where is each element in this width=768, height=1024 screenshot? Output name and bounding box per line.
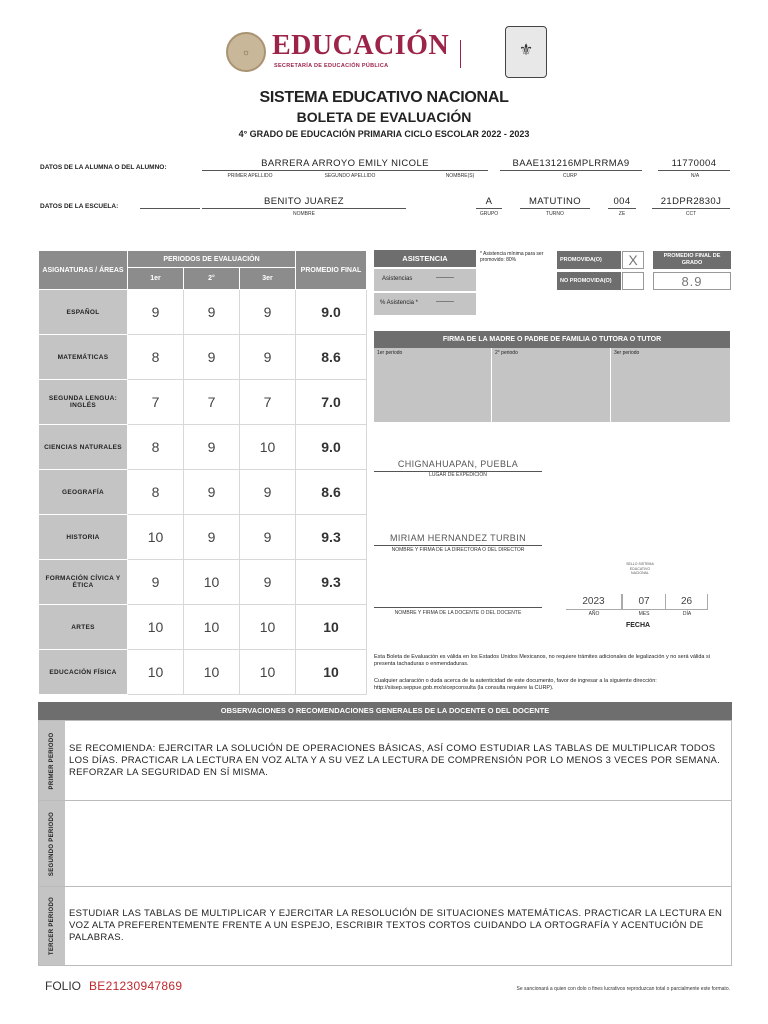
attendance-percent-value: ——— [436,299,454,305]
page-title: SISTEMA EDUCATIVO NACIONAL [259,89,509,106]
sub-label: CURP [562,173,578,179]
grade-cell: 10 [128,650,184,695]
school-name: BENITO JUAREZ [202,196,406,209]
grade-cell: 9 [128,290,184,335]
period-header: 1er [128,268,184,290]
school-label-line [140,208,200,209]
grade-cell: 8 [128,470,184,515]
school-label: DATOS DE LA ESCUELA: [40,203,119,210]
folio-label: FOLIO [45,979,82,993]
place-of-issue: CHIGNAHUAPAN, PUEBLA [374,459,542,472]
col-periods-header: PERIODOS DE EVALUACIÓN [128,251,296,268]
subject-name: ESPAÑOL [39,290,128,335]
grade-cell: 10 [240,425,296,470]
subject-name: ARTES [39,605,128,650]
period-label-text: SEGUNDO PERIODO [49,811,55,876]
director-name: MIRIAM HERNANDEZ TURBIN [374,533,542,546]
col-avg-header: PROMEDIO FINAL [296,251,367,290]
sub-label: SEGUNDO APELLIDO [324,173,376,179]
teacher-signature-line [374,607,542,608]
sub-label: ZE [618,211,626,217]
school-cct: 21DPR2830J [652,196,730,209]
table-row [39,515,367,560]
header-divider [460,40,461,68]
table-row [39,560,367,605]
sub-label: NOMBRE(S) [445,173,475,179]
folio-number: BE21230947869 [89,979,183,993]
sub-label: N/A [690,173,700,179]
grade-cell: 9 [240,560,296,605]
not-promoted-label: NO PROMOVIDA(O) [557,272,621,290]
attendance-value: ——— [436,275,454,281]
grades-table [38,250,367,695]
observation-period-1 [38,720,732,801]
grade-cell: 9 [240,290,296,335]
period-label-text: TERCER PERIODO [49,896,55,956]
observation-period-2 [38,801,732,887]
average-cell: 8.6 [296,470,367,515]
period-side-label [39,887,65,965]
grade-cell: 9 [184,425,240,470]
sep-seal-logo: ☼ [226,32,266,72]
grade-cell: 9 [184,515,240,560]
period-header: 2° [184,268,240,290]
attendance-note: * Asistencia mínima para ser promovido: 80% [480,251,544,263]
state-seal-logo: ⚜ [505,26,547,78]
page-subtitle: BOLETA DE EVALUACIÓN [296,109,472,125]
date-year: 2023 [566,594,622,610]
table-row [39,605,367,650]
subject-name: FORMACIÓN CÍVICA Y ÉTICA [39,560,128,605]
grade-cell: 9 [128,560,184,605]
grade-cell: 8 [128,425,184,470]
subject-name: CIENCIAS NATURALES [39,425,128,470]
student-name: BARRERA ARROYO EMILY NICOLE [202,158,488,171]
grade-cell: 10 [184,605,240,650]
grade-cell: 7 [128,380,184,425]
average-cell: 10 [296,650,367,695]
not-promoted-mark [622,272,644,290]
attendance-header: ASISTENCIA [374,250,476,267]
table-row [39,650,367,695]
table-row [39,380,367,425]
subject-name: GEOGRAFÍA [39,470,128,515]
grade-cell: 9 [184,290,240,335]
official-stamp: SELLO SISTEMA EDUCATIVO NACIONAL [626,562,654,575]
place-label: LUGAR DE EXPEDICIÓN [429,472,487,478]
grade-cell: 10 [128,605,184,650]
observation-period-3 [38,887,732,966]
date-day: 26 [666,594,708,610]
table-row [39,470,367,515]
observations-header: OBSERVACIONES O RECOMENDACIONES GENERALES DE LA DOCENTE O DEL DOCENTE [38,702,732,720]
grade-cell: 10 [240,650,296,695]
promoted-label: PROMOVIDA(O) [557,251,621,269]
average-cell: 10 [296,605,367,650]
brand-subtitle: SECRETARÍA DE EDUCACIÓN PÚBLICA [274,63,389,69]
school-shift: MATUTINO [520,196,590,209]
grade-cell: 9 [240,470,296,515]
date-month-label: MES [638,611,650,617]
observation-text: ESTUDIAR LAS TABLAS DE MULTIPLICAR Y EJERCITAR LA RESOLUCIÓN DE SITUACIONES MATEMÁTICAS. PRACTICAR LA LECTURA EN VOZ ALTA PREFERENTEMENTE FRENTE A UN ESPEJO, ESCRIBIR TEXTOS CORTOS CUIDANDO LA ORTOGRAFÍA Y ACENTUCIÓN DE PALABRAS. [69,908,723,943]
grade-cell: 7 [240,380,296,425]
student-id: 11770004 [658,158,730,171]
grade-cell: 9 [184,335,240,380]
verification-notice: Cualquier aclaración o duda acerca de la autenticidad de este documento, favor de ingresar a la siguiente dirección: http://siisep.seppue.gob.mx/sicepconsulta (la consulta requiere la CURP). [374,678,657,691]
validity-notice: Esta Boleta de Evaluación es válida en los Estados Unidos Mexicanos, no requiere trámites adicionales de legalización y no será válida si presenta tachaduras o enmendaduras. [374,654,710,667]
col-subject-header: ASIGNATURAS / ÁREAS [39,251,128,290]
school-group: A [476,196,502,209]
grade-cell: 8 [128,335,184,380]
period-side-label [39,721,65,800]
teacher-label: NOMBRE Y FIRMA DE LA DOCENTE O DEL DOCENTE [394,610,522,616]
date-month: 07 [622,594,666,610]
average-cell: 9.0 [296,425,367,470]
sub-label: PRIMER APELLIDO [227,173,273,179]
period-label-text: PRIMER PERIODO [49,732,55,789]
director-label: NOMBRE Y FIRMA DE LA DIRECTORA O DEL DIRECTOR [391,547,525,553]
promoted-mark: X [622,251,644,269]
sub-label: TURNO [546,211,564,217]
final-grade-header: PROMEDIO FINAL DE GRADO [653,251,731,269]
observation-text: SE RECOMIENDA: EJERCITAR LA SOLUCIÓN DE OPERACIONES BÁSICAS, ASÍ COMO ESTUDIAR LAS TABLAS DE MULTIPLICAR TODOS LOS DÍAS. PRACTICAR LA LECTURA EN VOZ ALTA Y A SU VEZ LA LECTURA DE COMPRENSIÓN POR LO MENOS 3 VECES POR SEMANA. REFORZAR LA SEGURIDAD EN SÍ MISMA. [69,743,721,778]
parent-signature-header: FIRMA DE LA MADRE O PADRE DE FAMILIA O TUTORA O TUTOR [374,331,730,348]
signature-period-1: 1er periodo [374,348,492,422]
sub-label: CCT [685,211,697,217]
sub-label: NOMBRE [293,211,315,217]
grade-cell: 10 [128,515,184,560]
brand-title: EDUCACIÓN [272,30,450,61]
grade-cell: 7 [184,380,240,425]
date-label: FECHA [625,622,651,629]
school-zone: 004 [608,196,636,209]
subject-name: EDUCACIÓN FÍSICA [39,650,128,695]
grade-cell: 9 [240,515,296,560]
sub-label: GRUPO [479,211,499,217]
average-cell: 9.3 [296,560,367,605]
average-cell: 7.0 [296,380,367,425]
grade-cell: 9 [184,470,240,515]
average-cell: 8.6 [296,335,367,380]
student-label: DATOS DE LA ALUMNA O DEL ALUMNO: [40,164,167,171]
subject-name: HISTORIA [39,515,128,560]
grade-line: 4° GRADO DE EDUCACIÓN PRIMARIA CICLO ESCOLAR 2022 - 2023 [238,129,530,139]
final-grade-value: 8.9 [653,272,731,290]
table-row [39,335,367,380]
average-cell: 9.3 [296,515,367,560]
table-row [39,290,367,335]
attendance-label: Asistencias [382,276,413,282]
signature-period-2: 2° periodo [492,348,611,422]
subject-name: MATEMÁTICAS [39,335,128,380]
grade-cell: 10 [184,560,240,605]
attendance-percent-row [374,293,476,315]
table-row [39,425,367,470]
period-side-label [39,801,65,886]
grade-cell: 10 [184,650,240,695]
grade-cell: 10 [240,605,296,650]
grade-cell: 9 [240,335,296,380]
period-header: 3er [240,268,296,290]
average-cell: 9.0 [296,290,367,335]
subject-name: SEGUNDA LENGUA: INGLÉS [39,380,128,425]
footer-notice: Se sancionará a quien con dolo o fines lucrativos reproduzcan total o parcialmente este formato. [516,986,730,992]
date-day-label: DÍA [682,611,692,617]
attendance-percent-label: % Asistencia * [380,300,419,306]
attendance-row [374,269,476,291]
signature-period-3: 3er periodo [611,348,730,422]
student-curp: BAAE131216MPLRRMA9 [500,158,642,171]
date-year-label: AÑO [588,611,600,617]
